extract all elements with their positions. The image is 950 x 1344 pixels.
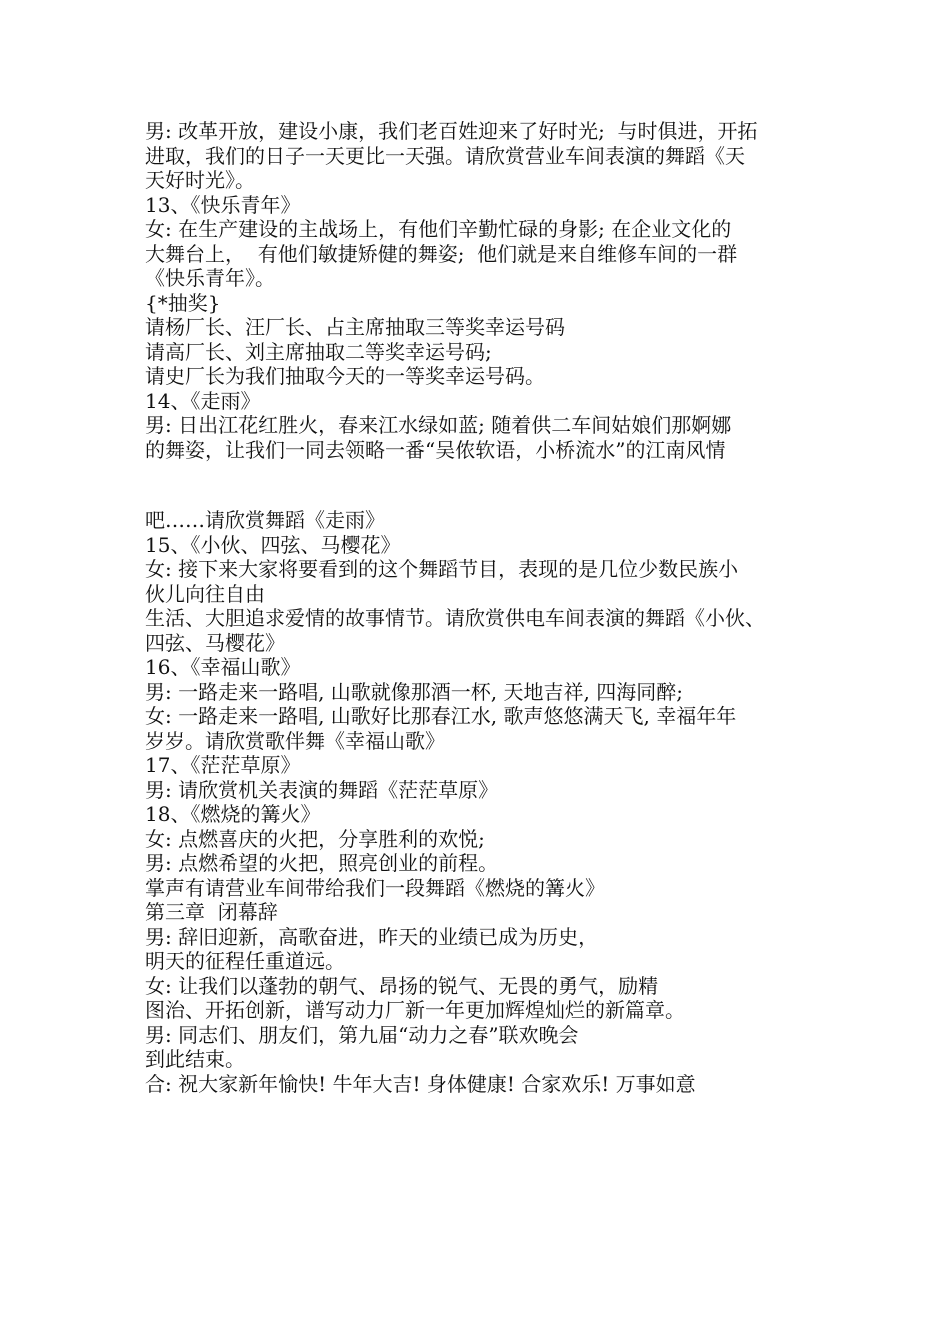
- section-heading: 13、《快乐青年》: [145, 192, 301, 217]
- section-heading: 16、《幸福山歌》: [145, 655, 301, 679]
- paragraph-gap: [145, 462, 810, 508]
- text-line: 男: 改革开放，建设小康，我们老百姓迎来了好时光; 与时俱进，开拓: [145, 119, 758, 143]
- text-line: 四弦、马樱花》: [145, 630, 285, 655]
- text-line: 进取，我们的日子一天更比一天强。请欣赏营业车间表演的舞蹈《天: [145, 143, 745, 168]
- section-heading: 18、《燃烧的篝火》: [145, 802, 321, 826]
- text-line: 图治、开拓创新，谱写动力厂新一年更加辉煌灿烂的新篇章。: [145, 998, 685, 1022]
- text-line: 岁岁。请欣赏歌伴舞《幸福山歌》: [145, 728, 445, 753]
- text-line: 请杨厂长、汪厂长、占主席抽取三等奖幸运号码: [145, 315, 565, 339]
- text-line: 到此结束。: [145, 1047, 245, 1071]
- document-body: [145, 119, 810, 1096]
- text-line: 合: 祝大家新年愉快! 牛年大吉! 身体健康! 合家欢乐! 万事如意: [145, 1071, 696, 1096]
- text-line: 掌声有请营业车间带给我们一段舞蹈《燃烧的篝火》: [145, 875, 605, 900]
- text-line: 的舞姿，让我们一同去领略一番“吴侬软语，小桥流水”的江南风情: [145, 437, 726, 462]
- text-line: 请史厂长为我们抽取今天的一等奖幸运号码。: [145, 364, 545, 388]
- text-line: 吧……请欣赏舞蹈《走雨》: [145, 508, 385, 532]
- text-line: 女: 接下来大家将要看到的这个舞蹈节目，表现的是几位少数民族小: [145, 557, 739, 581]
- text-line: 生活、大胆追求爱情的故事情节。请欣赏供电车间表演的舞蹈《小伙、: [145, 606, 765, 630]
- text-line: 男: 同志们、朋友们，第九届“动力之春”联欢晚会: [145, 1022, 579, 1047]
- text-line: 男: 点燃希望的火把，照亮创业的前程。: [145, 851, 499, 875]
- text-line: 男: 辞旧迎新，高歌奋进，昨天的业绩已成为历史，: [145, 924, 599, 949]
- text-line: {*抽奖}: [145, 290, 221, 315]
- text-line: 女: 点燃喜庆的火把，分享胜利的欢悦;: [145, 826, 485, 851]
- section-heading: 17、《茫茫草原》: [145, 753, 301, 777]
- section-heading: 14、《走雨》: [145, 388, 261, 413]
- text-line: 男: 一路走来一路唱, 山歌就像那酒一杯, 天地吉祥, 四海同醉;: [145, 679, 683, 704]
- text-line: 女: 让我们以蓬勃的朝气、昂扬的锐气、无畏的勇气，励精: [145, 973, 659, 998]
- text-line: 天好时光》。: [145, 168, 255, 192]
- text-line: 女: 一路走来一路唱, 山歌好比那春江水, 歌声悠悠满天飞, 幸福年年: [145, 704, 737, 728]
- text-line: 大舞台上， 有他们敏捷矫健的舞姿; 他们就是来自维修车间的一群: [145, 241, 738, 266]
- text-line: 男: 请欣赏机关表演的舞蹈《茫茫草原》: [145, 777, 499, 802]
- text-line: 伙儿向往自由: [145, 581, 265, 606]
- section-heading: 15、《小伙、四弦、马樱花》: [145, 532, 401, 557]
- text-line: 《快乐青年》。: [145, 266, 275, 290]
- text-line: 女: 在生产建设的主战场上，有他们辛勤忙碌的身影; 在企业文化的: [145, 217, 732, 241]
- text-line: 请高厂长、刘主席抽取二等奖幸运号码;: [145, 339, 492, 364]
- text-line: 男: 日出江花红胜火，春来江水绿如蓝; 随着供二车间姑娘们那婀娜: [145, 413, 732, 437]
- chapter-heading: 第三章 闭幕辞: [145, 900, 278, 924]
- text-line: 明天的征程任重道远。: [145, 949, 345, 973]
